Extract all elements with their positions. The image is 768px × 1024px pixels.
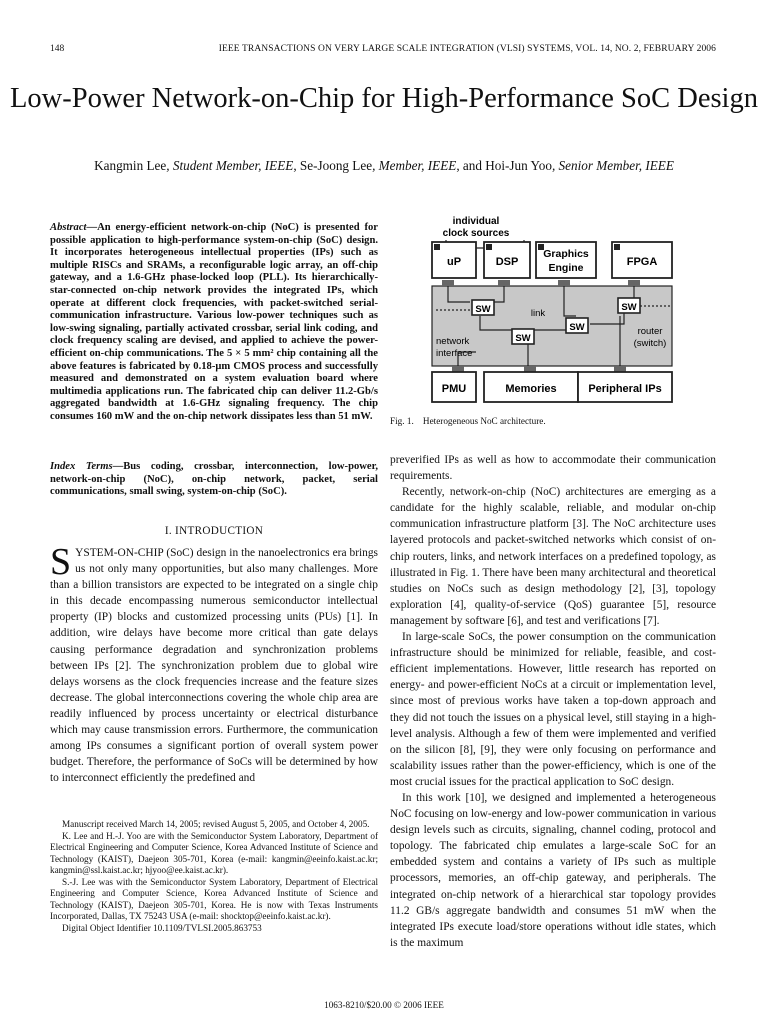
copyright-line: 1063-8210/$20.00 © 2006 IEEE: [324, 1000, 444, 1010]
abstract: [50, 222, 378, 424]
router-label-2: (switch): [633, 338, 667, 349]
switch-3: [566, 318, 588, 333]
index-terms: [50, 461, 378, 499]
ip-graphics-label-1: Graphics: [543, 248, 589, 260]
ip-dsp: [484, 242, 530, 278]
index-terms-label: Index Terms: [50, 461, 113, 472]
ip-memories-label: Memories: [505, 383, 557, 395]
router-label-1: router: [637, 326, 663, 337]
ip-fpga-label: FPGA: [626, 256, 658, 268]
clock-label-2: clock sources: [442, 228, 510, 239]
paper-title: Low-Power Network-on-Chip for High-Performance SoC Design: [10, 83, 758, 114]
intro-text: YSTEM-ON-CHIP (SoC) design in the nanoelectronics era brings us not only many opportunities, but also many challenges. More than a billion transistors are expected to be integrated on a single chip in this decade encompassing numerous semiconductor intellectual property (IP) blocks and customized processing units (PUs) [1]. In addition, wire delays have become more critical than gate delays causing performance degradation and synchronization problems between IPs [2]. The synchronization problem due to global wire delays worsens as the clock frequencies increase and the feature sizes decrease. The global interconnections covering the whole chip area are readily influenced by process uncertainty or electrical disturbance which may cause transmission errors. Furthermore, the communication among IPs consumes a significant portion of overall system power budget. Therefore, the performance of SoCs will be determined by how to interconnect efficiently the predefined and: [50, 547, 378, 785]
page-number: 148: [50, 44, 65, 54]
paragraph-noc: Recently, network-on-chip (NoC) architectures are emerging as a candidate for the highly scalable, reliable, and modular on-chip communication infrastructure platform [3]. The NoC architecture uses layered protocols and packet-switched networks which consist of on-chip routers, links, and network interfaces on a predefined topology, as illustrated in Fig. 1. There have been many architectural and theoretical studies on NoCs such as design methodology [2], [3], topology exploration [4], quality-of-service (QoS) guarantee [5], resource management by software [6], and test and verifications [7].: [390, 486, 716, 627]
author-3-role: , Senior Member, IEEE: [551, 158, 674, 173]
intro-paragraph: [50, 541, 378, 786]
ip-pmu-label: PMU: [441, 383, 467, 395]
index-terms-text: —Bus coding, crossbar, interconnection, low-power, network-on-chip (NoC), on-chip network, packet, serial communications, small swing, system-on-chip (SoC).: [50, 461, 378, 498]
switch-4-label: SW: [621, 302, 637, 313]
section-heading: I. INTRODUCTION: [164, 525, 264, 537]
switch-4: [618, 298, 640, 313]
abstract-text: —An energy-efficient network-on-chip (NoC) is presented for possible application to high-performance system-on-chip (SoC) design. It incorporates heterogeneous intellectual properties (IPs) such as multiple RISCs and SRAMs, a reconfigurable logic array, an off-chip gateway, and a 1.6-GHz phase-locked loop (PLL). Its hierarchically-star-connected on-chip network provides the integrated IPs, which operate at different clock frequencies, with packet-switched serial-communication infrastructure. Various low-power techniques such as low-swing signaling, partially activated crossbar, serial link coding, and clock frequency scaling are devised, and applied to achieve the power-efficient on-chip communications. The 5 × 5 mm² chip containing all the above features is fabricated by 0.18-μm CMOS process and successfully measured and demonstrated on a system evaluation board where multimedia applications run. The fabricated chip can deliver 11.2-Gb/s aggregated bandwidth at 1.6-GHz signaling frequency. The chip consumes 160 mW and the on-chip network dissipates less than 51 mW.: [50, 222, 378, 422]
ip-graphics-label-2: Engine: [548, 262, 584, 274]
drop-cap: S: [50, 541, 72, 583]
network-interface-up: [442, 280, 454, 286]
footnote-affiliation-2: S.-J. Lee was with the Semiconductor System Laboratory, Department of Electrical Engineering and Computer Science, Korea Advanced Institute of Science and Technology (KAIST), Daejeon 305-701, Korea. He is now with Texas Instruments Incorporated, Dallas, TX 75243 USA (e-mail: shocktop@eeinfo.kaist.ac.kr).: [50, 876, 378, 921]
footnotes: [50, 819, 378, 934]
noc-architecture-figure: [428, 212, 678, 408]
paragraph-power: In large-scale SoCs, the power consumption on the communication infrastructure should be minimized for reliable, feasible, and cost-efficient implementations. However, little research has reported on energy- and power-efficient NoCs at a circuit or implementation level, since most of previous works have taken a top-down approach and they did not touch the issues on a physical level, still staying in a high-level analysis. Although a few of them were implemented and verified on the silicon [8], [9], they were only focusing on performance and scalability issues rather than the power-efficiency, which is one of the most crucial issues for the practical application to SoC design.: [390, 631, 716, 788]
author-1-role: , Student Member, IEEE: [166, 158, 294, 173]
abstract-label: Abstract: [50, 222, 87, 233]
footnote-affiliation-1: K. Lee and H.-J. Yoo are with the Semiconductor System Laboratory, Department of Electrical Engineering and Computer Science, Korea Advanced Institute of Science and Technology (KAIST), Daejeon 305-701, Korea (e-mail: kangmin@eeinfo.kaist.ac.kr; kangmin@ssl.kaist.ac.kr; hjyoo@ee.kaist.ac.kr).: [50, 830, 378, 875]
network-interface-dsp: [498, 280, 510, 286]
footnote-doi: Digital Object Identifier 10.1109/TVLSI.2005.863753: [62, 922, 262, 933]
figure-caption: Fig. 1. Heterogeneous NoC architecture.: [390, 416, 546, 426]
ip-up-label: uP: [446, 256, 462, 268]
switch-2: [512, 329, 534, 344]
author-1: Kangmin Lee: [94, 158, 167, 173]
journal-header: IEEE TRANSACTIONS ON VERY LARGE SCALE INTEGRATION (VLSI) SYSTEMS, VOL. 14, NO. 2, FEBRUARY 2006: [218, 44, 716, 54]
switch-2-label: SW: [515, 333, 531, 344]
ip-fpga: [612, 242, 672, 278]
author-2-role: , Member, IEEE: [372, 158, 457, 173]
ni-label-2: interface: [436, 348, 473, 359]
network-interface-fpga: [628, 280, 640, 286]
ni-label-1: network: [436, 336, 470, 347]
paragraph-this-work: In this work [10], we designed and implemented a heterogeneous NoC focusing on low-energy and low-power communication in various design levels such as circuits, signaling, channel coding, protocol and topology. The fabricated chip emulates a large-scale SoC for an embedded system and contains a variety of IPs such as multiple processors, memories, an off-chip gateway, and peripherals. The integrated on-chip network of a hierarchical star topology provides 11.2 GB/s aggregate bandwidth and consumes 51 mW when the integrated IPs execute load/store operations without idle states, which is the maximum: [390, 791, 716, 949]
network-interface-graphics: [558, 280, 570, 286]
author-2: , Se-Joong Lee: [293, 158, 373, 173]
clock-label-1: individual: [452, 216, 500, 227]
ip-up: [432, 242, 476, 278]
ip-dsp-label: DSP: [495, 256, 519, 268]
switch-1: [472, 300, 494, 315]
ip-pmu: [432, 372, 476, 402]
author-3: , and Hoi-Jun Yoo: [456, 158, 552, 173]
ip-graphics: [536, 242, 596, 278]
link-label: link: [530, 308, 546, 319]
author-line: [0, 158, 768, 174]
ip-peripherals: [578, 372, 672, 402]
switch-3-label: SW: [569, 322, 585, 333]
ip-peripherals-label: Peripheral IPs: [588, 383, 662, 395]
switch-1-label: SW: [475, 304, 491, 315]
paragraph-continued: preverified IPs as well as how to accommodate their communication requirements.: [390, 454, 716, 483]
footnote-received: Manuscript received March 14, 2005; revised August 5, 2005, and October 4, 2005.: [62, 819, 370, 829]
ip-memories: [484, 372, 578, 402]
right-column-body: [390, 452, 716, 951]
